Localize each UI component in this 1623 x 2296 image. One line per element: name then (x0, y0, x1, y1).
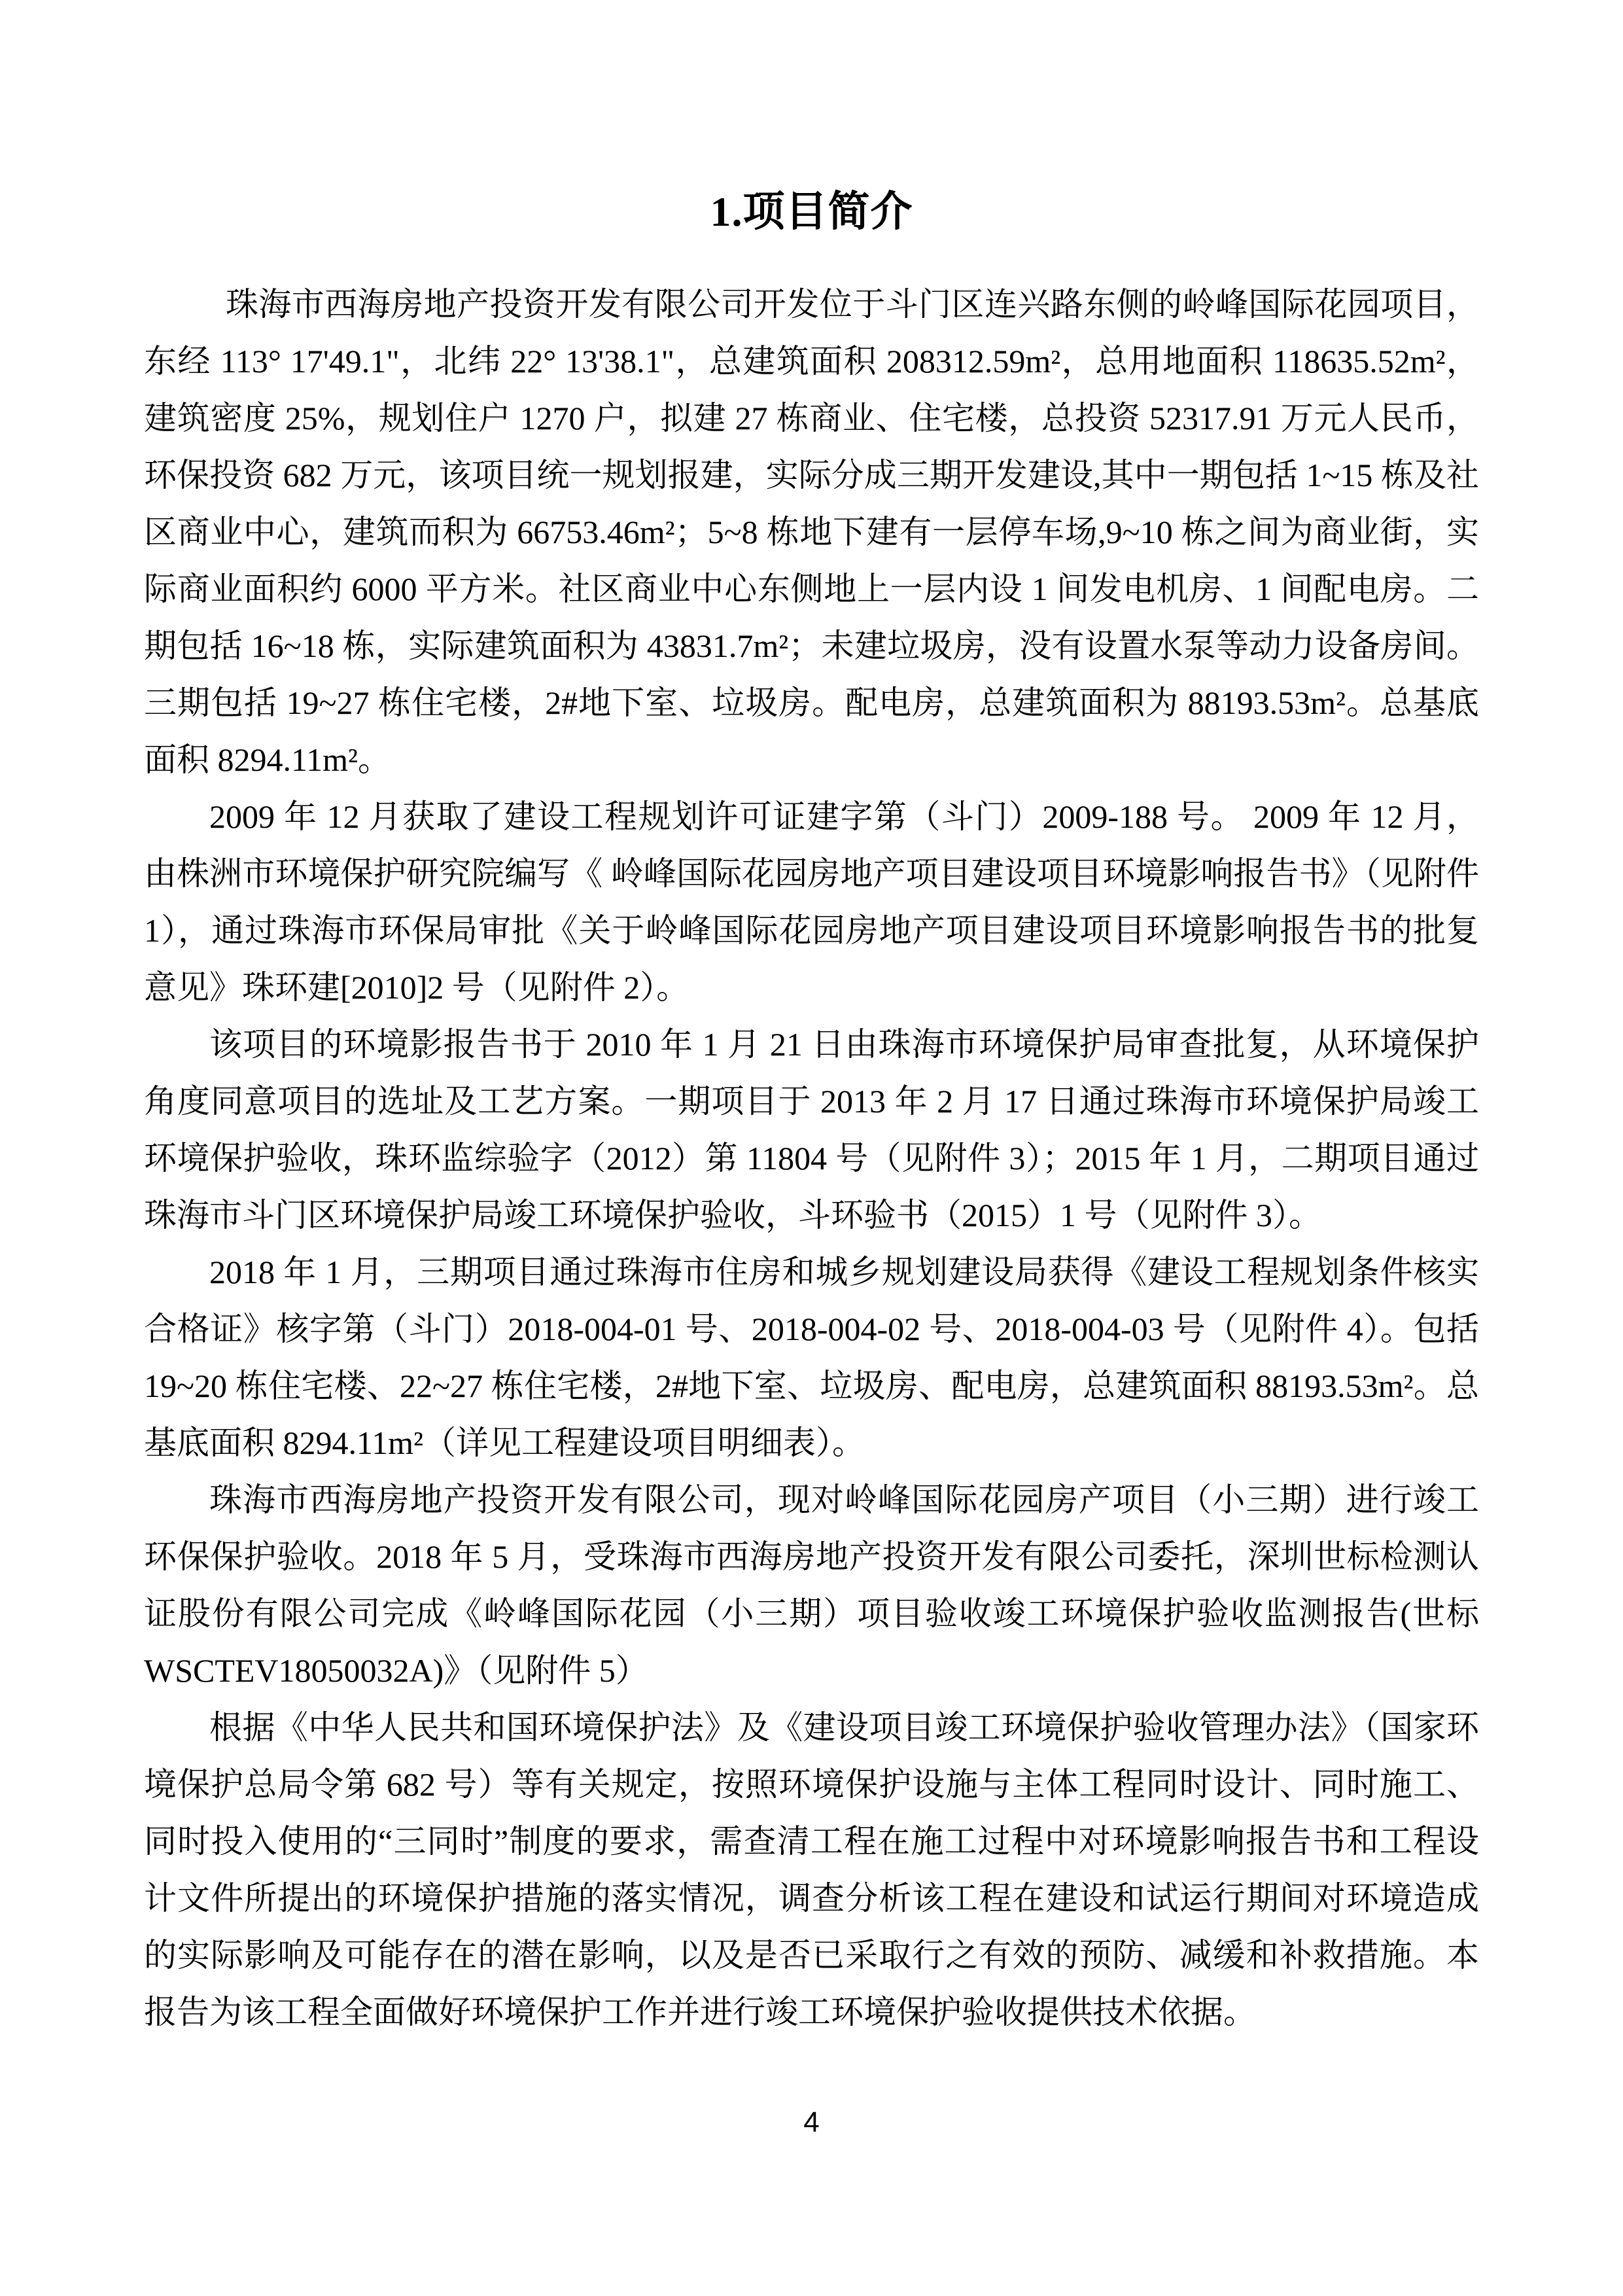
paragraph-project-overview: 珠海市西海房地产投资开发有限公司开发位于斗门区连兴路东侧的岭峰国际花园项目，东经 113° 17'49.1"，北纬 22° 13'38.1"，总建筑面积 208312.59m²，总用地面积 118635.52m²，建筑密度 25%，规划住户 1270 户，拟建 27 栋商业、住宅楼，总投资 52317.91 万元人民币，环保投资 682 万元，该项目统一规划报建，实际分成三期开发建设,其中一期包括 1~15 栋及社区商业中心，建筑而积为 66753.46m²；5~8 栋地下建有一层停车场,9~10 栋之间为商业街，实际商业面积约 6000 平方米。社区商业中心东侧地上一层内设 1 间发电机房、1 间配电房。二期包括 16~18 栋，实际建筑面积为 43831.7m²；未建垃圾房，没有设置水泵等动力设备房间。三期包括 19~27 栋住宅楼，2#地下室、垃圾房。配电房，总建筑面积为 88193.53m²。总基底面积 8294.11m²。 (144, 286, 1479, 778)
paragraph-planning-permit: 2009 年 12 月获取了建设工程规划许可证建字第（斗门）2009-188 号。 2009 年 12 月，由株洲市环境保护研究院编写《 岭峰国际花园房地产项目建设项目环境影响报告书》（见附件 1），通过珠海市环保局审批《关于岭峰国际花园房地产项目建设项目环境影响报告书的批复意见》珠环建[2010]2 号（见附件 2）。 (144, 798, 1479, 1006)
paragraph-legal-basis: 根据《中华人民共和国环境保护法》及《建设项目竣工环境保护验收管理办法》（国家环境保护总局令第 682 号）等有关规定，按照环境保护设施与主体工程同时设计、同时施工、同时投入使用的“三同时”制度的要求，需查清工程在施工过程中对环境影响报告书和工程设计文件所提出的环境保护措施的落实情况，调查分析该工程在建设和试运行期间对环境造成的实际影响及可能存在的潜在影响，以及是否已采取行之有效的预防、减缓和补救措施。本报告为该工程全面做好环境保护工作并进行竣工环境保护验收提供技术依据。 (144, 1709, 1479, 2030)
page-number: 4 (803, 2106, 820, 2138)
page-footer (0, 2106, 1623, 2140)
paragraph-acceptance-commission: 珠海市西海房地产投资开发有限公司，现对岭峰国际花园房产项目（小三期）进行竣工环保保护验收。2018 年 5 月，受珠海市西海房地产投资开发有限公司委托，深圳世标检测认证股份有限公司完成《岭峰国际花园（小三期）项目验收竣工环境保护验收监测报告(世标WSCTEV18050032A)》（见附件 5） (144, 1481, 1479, 1689)
paragraph-phase3-certificate: 2018 年 1 月，三期项目通过珠海市住房和城乡规划建设局获得《建设工程规划条件核实合格证》核字第（斗门）2018-004-01 号、2018-004-02 号、2018-004-03 号（见附件 4）。包括 19~20 栋住宅楼、22~27 栋住宅楼，2#地下室、垃圾房、配电房，总建筑面积 88193.53m²。总基底面积 8294.11m²（详见工程建设项目明细表）。 (144, 1254, 1479, 1461)
section-title: 1.项目简介 (710, 188, 913, 235)
document-body (144, 276, 1479, 2041)
paragraph-eia-approval: 该项目的环境影报告书于 2010 年 1 月 21 日由珠海市环境保护局审查批复，从环境保护角度同意项目的选址及工艺方案。一期项目于 2013 年 2 月 17 日通过珠海市环境保护局竣工环境保护验收，珠环监综验字（2012）第 11804 号（见附件 3）；2015 年 1 月，二期项目通过珠海市斗门区环境保护局竣工环境保护验收，斗环验书（2015）1 号（见附件 3）。 (144, 1026, 1479, 1233)
